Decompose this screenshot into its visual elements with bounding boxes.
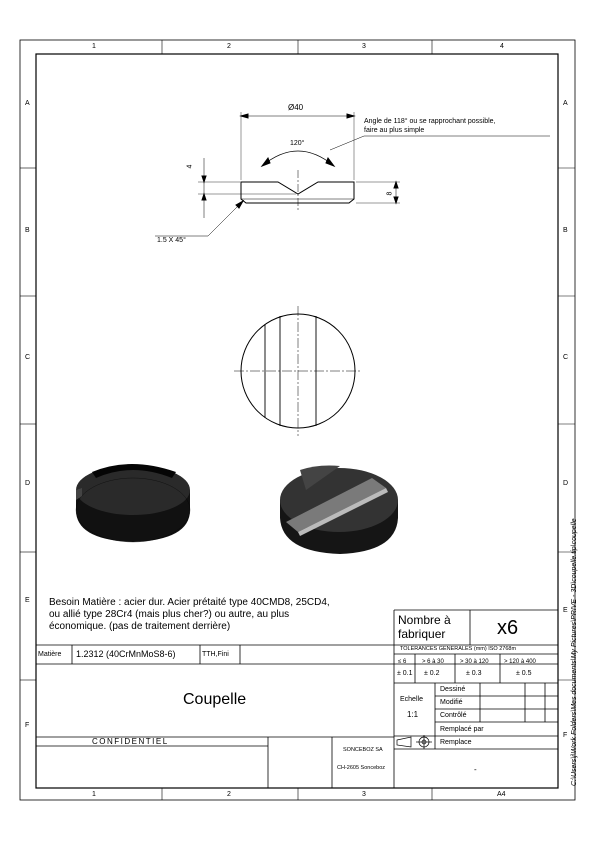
tol-range-3: > 30 à 120 (460, 659, 489, 665)
tol-range-1: ≤ 6 (398, 659, 407, 665)
qty-label-line1: Nombre à (398, 613, 451, 627)
material-note-line1: Besoin Matière : acier dur. Acier prétaité type 40CMD8, 25CD4, (49, 597, 330, 608)
modified-label: Modifié (440, 699, 463, 706)
title-block-grid (36, 610, 558, 788)
depth-label: 4 (186, 164, 194, 169)
material-value: 1.2312 (40CrMnMoS8-6) (76, 649, 176, 659)
scale-value: 1:1 (407, 710, 419, 719)
part-name: Coupelle (183, 691, 247, 708)
qty-label-line2: fabriquer (398, 627, 446, 641)
material-note-line3: économique. (pas de traitement derrière) (49, 621, 231, 632)
tol-value-4: ± 0.5 (516, 670, 532, 677)
projection-symbol (397, 735, 432, 749)
zone-col-3-bottom: 3 (362, 791, 366, 798)
drawn-label: Dessiné (440, 686, 466, 693)
tol-value-1: ± 0.1 (397, 670, 413, 677)
confidential-label: CONFIDENTIEL (92, 737, 169, 746)
zone-row-a-right: A (563, 100, 568, 107)
scale-label: Echelle (400, 696, 423, 703)
tol-value-2: ± 0.2 (424, 670, 440, 677)
zone-row-d-right: D (563, 480, 569, 487)
inner-frame (36, 54, 558, 788)
company-address: CH-2605 Sonceboz (337, 765, 386, 771)
zone-row-d: D (25, 480, 31, 487)
zone-row-c: C (25, 354, 31, 361)
part-section-outline (241, 182, 354, 203)
arrow (347, 114, 354, 118)
file-path: C:\Users\j\Work Folders\Mes documents\My Pictures\PRIVE - 3D\coupelle.tip\coupelle (571, 518, 578, 786)
zone-ticks (20, 40, 575, 800)
angle-label: 120° (290, 140, 305, 147)
top-view (234, 306, 362, 436)
sheet-format: A4 (497, 791, 506, 798)
qty-value: x6 (497, 617, 519, 639)
zone-col-4: 4 (500, 43, 504, 50)
material-label: Matière (38, 651, 62, 658)
tol-value-3: ± 0.3 (466, 670, 482, 677)
outer-frame (20, 40, 575, 800)
treatment: TTH,Fini (202, 651, 229, 658)
zone-col-2: 2 (227, 43, 231, 50)
zone-row-a: A (25, 100, 30, 107)
arrow (326, 158, 334, 166)
drawing-number: - (474, 765, 477, 774)
section-view (155, 112, 550, 236)
replaced-by-label: Remplacé par (440, 726, 484, 733)
zone-row-f: F (25, 722, 30, 729)
angle-arc (262, 151, 334, 166)
zone-col-2-bottom: 2 (227, 791, 231, 798)
checked-label: Contrôlé (440, 712, 467, 719)
zone-row-b: B (25, 227, 30, 234)
zone-col-3: 3 (362, 43, 366, 50)
tolerances-header: TOLERANCES GENERALES (mm) ISO 2768m (400, 646, 517, 652)
chamfer-label: 1.5 X 45° (157, 237, 186, 244)
tol-range-2: > 6 à 30 (422, 659, 444, 665)
zone-row-c-right: C (563, 354, 569, 361)
iso-view-right (280, 466, 398, 555)
tol-range-4: > 120 à 400 (504, 659, 536, 665)
diameter-label: Ø40 (288, 103, 304, 112)
zone-row-e-right: E (563, 607, 568, 614)
height-label: 8 (386, 191, 394, 196)
angle-note-leader (330, 136, 364, 150)
zone-row-e: E (25, 597, 30, 604)
zone-row-f-right: F (563, 732, 568, 739)
iso-view-left (76, 464, 190, 542)
arrow (262, 158, 270, 166)
zone-row-b-right: B (563, 227, 568, 234)
angle-note-line1: Angle de 118° ou se rapprochant possible, (364, 118, 496, 125)
angle-note-line2: faire au plus simple (364, 127, 425, 134)
arrow (241, 114, 248, 118)
zone-col-1: 1 (92, 43, 96, 50)
replaces-label: Remplace (440, 739, 472, 746)
material-note-line2: ou allié type 28Cr4 (mais plus cher?) ou autre, au plus (49, 609, 290, 620)
zone-col-1-bottom: 1 (92, 791, 96, 798)
company-name: SONCEBOZ SA (343, 747, 383, 753)
